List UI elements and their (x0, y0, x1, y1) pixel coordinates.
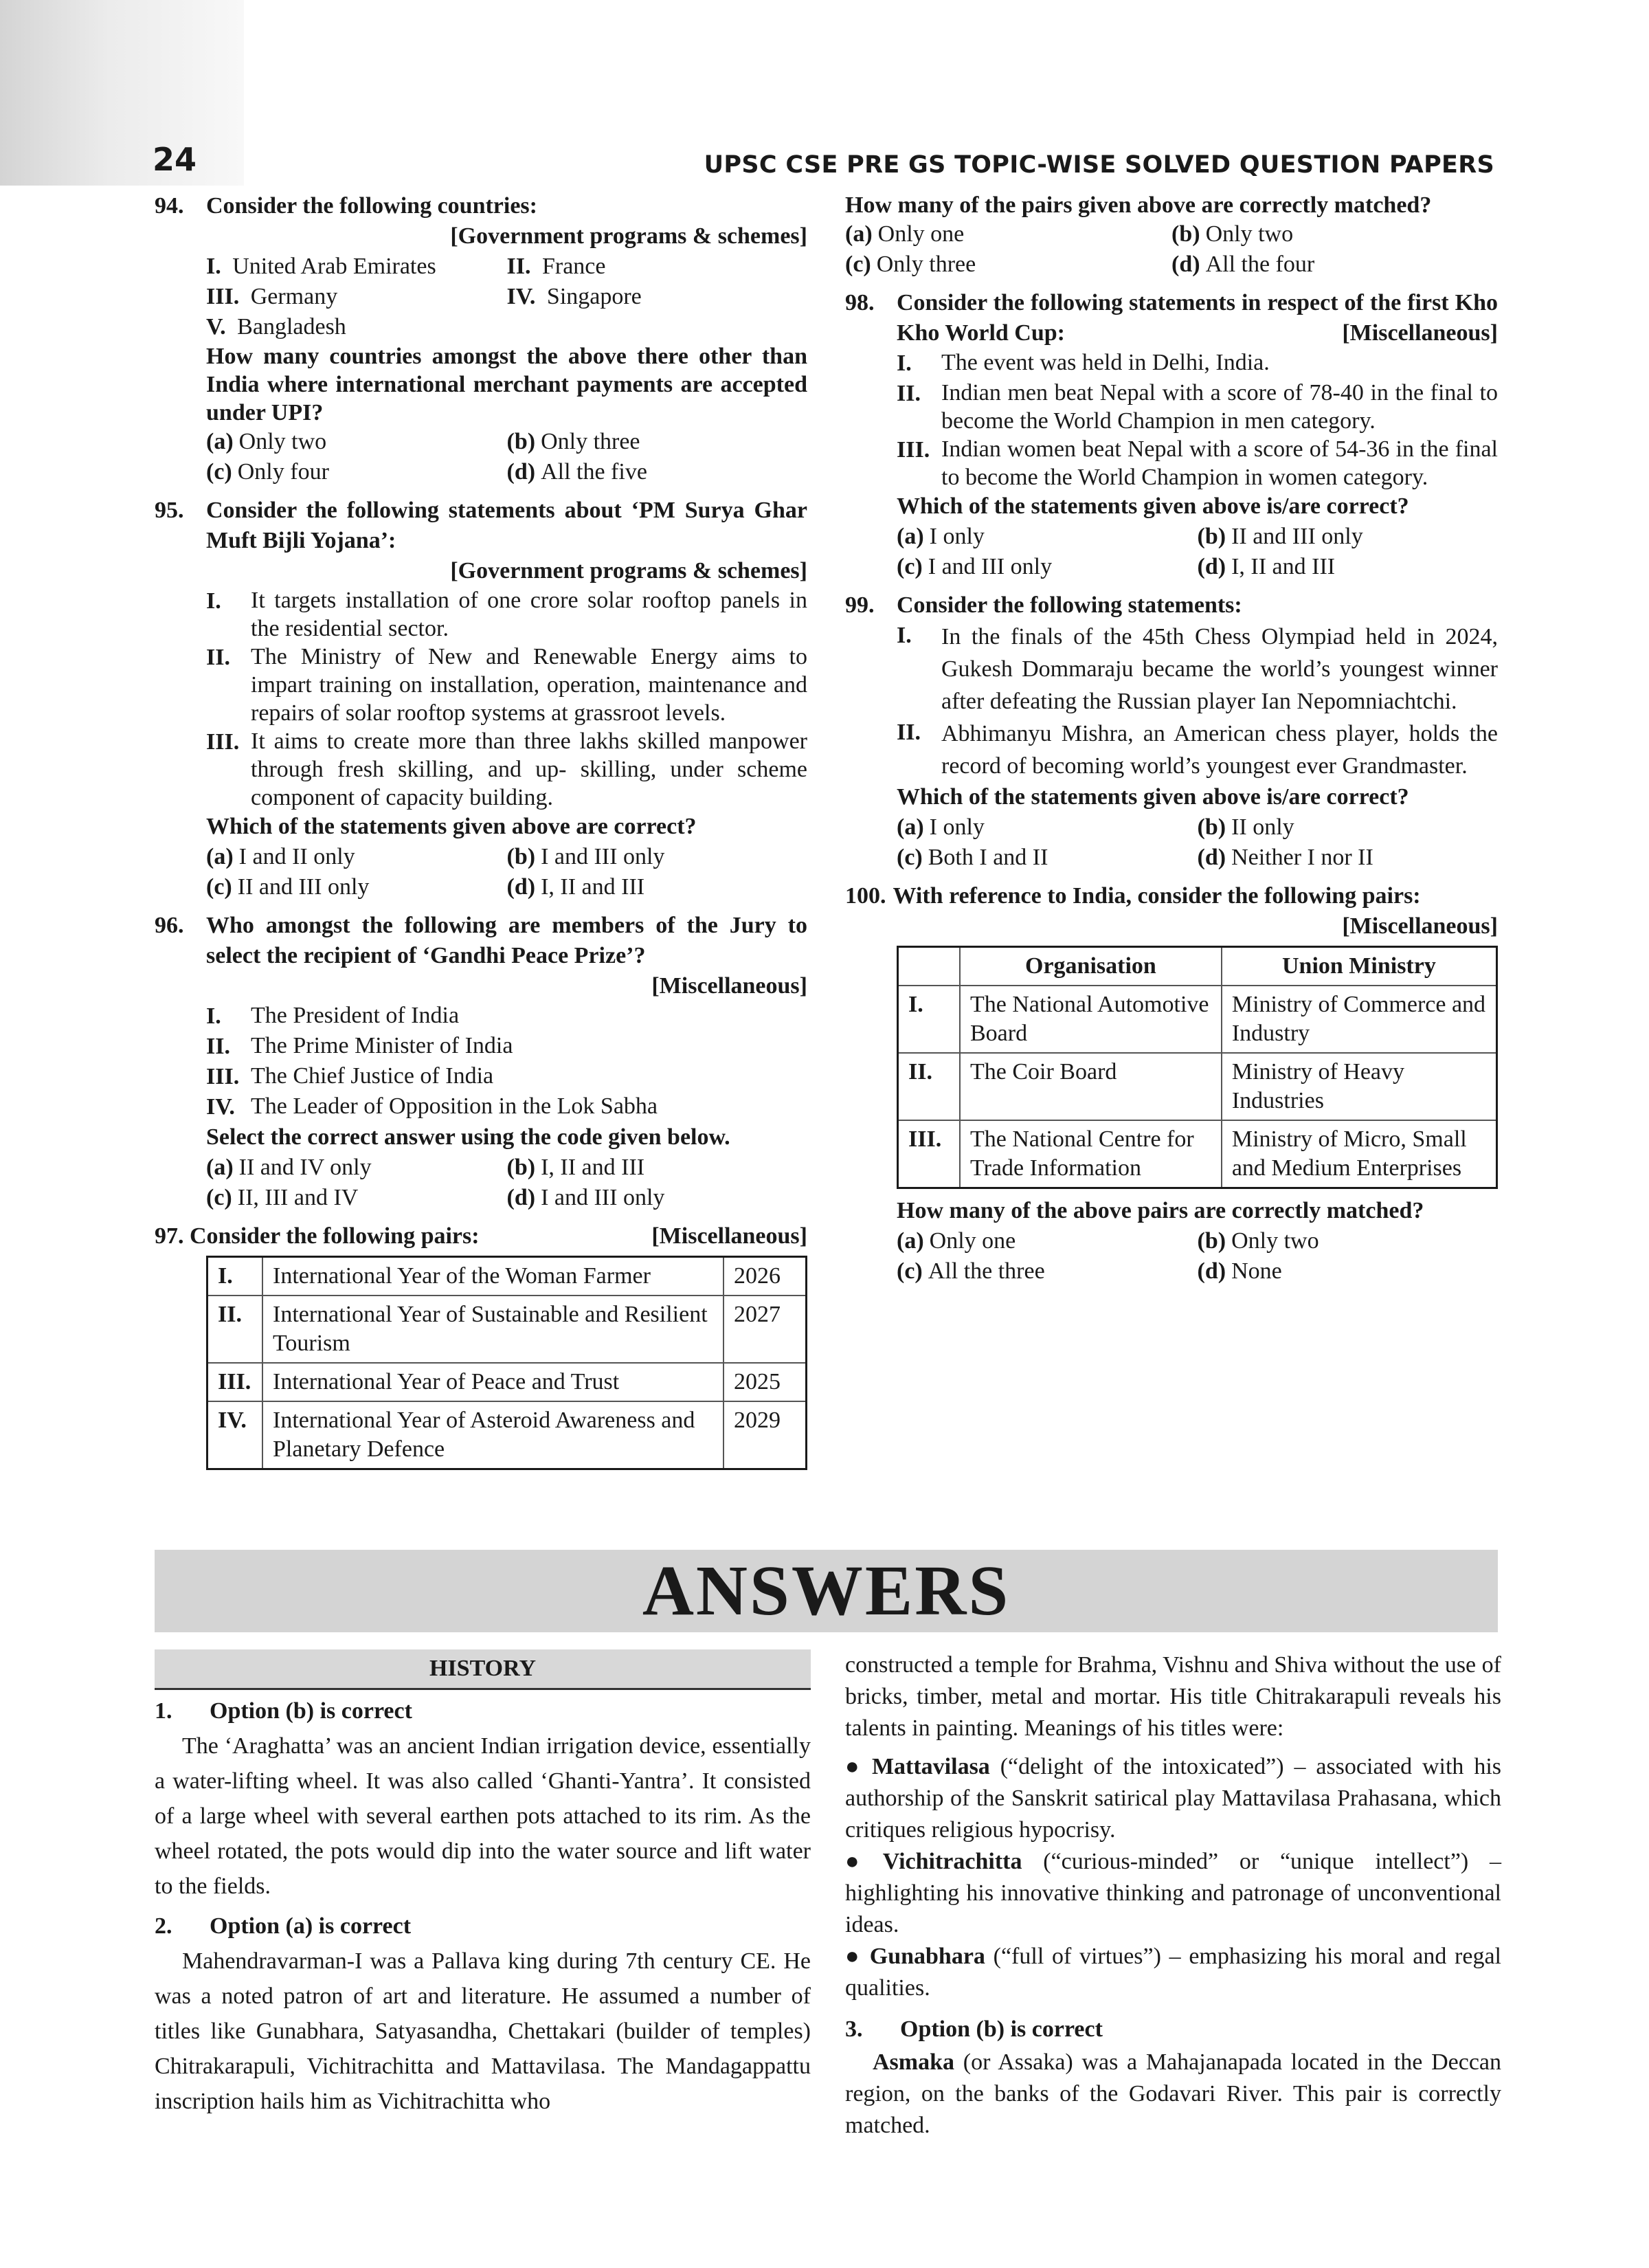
question-stem: Who amongst the following are members of the Jury to select the recipient of ‘Gandhi Peace Prize’? (206, 913, 807, 968)
answer-explanation: Mahendravarman-I was a Pallava king during 7th century CE. He was a noted patron of art and literature. He assumed a number of titles like Gunabhara, Satyasandha, Chettakari (builder of temples) Chitrakarapuli, Vichitrachitta and Mattavilasa. The Mandagappattu inscription hails him as Vichitrachitta who (155, 1948, 811, 2114)
answer-option: (b) Only three (506, 429, 640, 454)
answer-option: (c) I and III only (897, 554, 1053, 579)
answer-option: (b) I and III only (506, 844, 665, 869)
answer-option: (a) II and IV only (206, 1155, 372, 1180)
answer-explanation: The ‘Araghatta’ was an ancient Indian irrigation device, essentially a water-lifting wheel. It was also called ‘Ghanti-Yantra’. It consisted of a large wheel with several earthen pots attached to its rim. As the wheel rotated, the pots would dip into the water source and lift water to the fields. (155, 1733, 811, 1899)
question-97 (155, 1221, 807, 1470)
question-stem: Consider the following statements: (897, 592, 1242, 618)
answer-option: (a) Only one (897, 1228, 1016, 1254)
answer-option: (b) Only two (1197, 1228, 1319, 1254)
list-item: I. United Arab Emirates (206, 254, 436, 279)
question-prompt: Which of the statements given above is/are correct? (897, 784, 1409, 810)
statement: III. It aims to create more than three lakhs skilled manpower through fresh skilling, and up- skilling, under scheme component of capacity building. (206, 729, 807, 810)
question-prompt: Select the correct answer using the code given below. (206, 1124, 730, 1150)
table-row: IV. International Year of Asteroid Awareness and Planetary Defence 2029 (207, 1401, 807, 1469)
question-prompt: How many of the pairs given above are correctly matched? (845, 192, 1432, 218)
list-item: III. Germany (206, 284, 338, 309)
question-number: 94. (155, 193, 184, 219)
table-row: I. International Year of the Woman Farmer 2026 (207, 1257, 807, 1296)
table-row: I. The National Automotive Board Ministry of Commerce and Industry (898, 986, 1497, 1053)
answer-option: (d) Neither I nor II (1197, 845, 1373, 870)
topic-tag: [Miscellaneous] (651, 1223, 807, 1249)
question-prompt: How many of the above pairs are correctly matched? (897, 1198, 1424, 1223)
bullet-icon: ● (845, 1944, 862, 1969)
answer-option: (b) Only two (1171, 221, 1294, 247)
question-number: 97. (155, 1223, 184, 1249)
statement: III. Indian women beat Nepal with a score of 54-36 in the final to become the World Champion in women category. (897, 436, 1498, 490)
section-heading: HISTORY (155, 1649, 811, 1690)
answer-option: (d) None (1197, 1258, 1282, 1284)
pairs-table (897, 946, 1498, 1189)
answer-option: (c) Both I and II (897, 845, 1048, 870)
table-row: II. The Coir Board Ministry of Heavy Industries (898, 1053, 1497, 1120)
question-94 (155, 191, 807, 487)
question-prompt: Which of the statements given above is/are correct? (897, 493, 1409, 519)
topic-tag: [Miscellaneous] (651, 973, 807, 999)
answer-option: (a) I only (897, 814, 985, 840)
answer-heading: 3. Option (b) is correct (845, 2016, 1103, 2042)
page-number: 24 (153, 141, 197, 178)
statement: III. The Chief Justice of India (206, 1063, 494, 1089)
statement: II. Indian men beat Nepal with a score of 78-40 in the final to become the World Champion in men category. (897, 380, 1498, 434)
column-header: Union Ministry (1222, 947, 1497, 986)
question-stem: Consider the following pairs: (190, 1223, 480, 1249)
question-100 (845, 881, 1498, 1287)
bullet-icon: ● (845, 1754, 864, 1779)
answers-right-column (845, 1649, 1501, 2148)
answer-option: (b) II and III only (1197, 524, 1363, 549)
statement: IV. The Leader of Opposition in the Lok Sabha (206, 1093, 658, 1120)
questions-left-column (155, 191, 807, 1478)
answer-option: (c) Only three (845, 252, 976, 277)
list-item: V. Bangladesh (206, 314, 346, 340)
column-header: Organisation (960, 947, 1222, 986)
answer-option: (c) II, III and IV (206, 1185, 359, 1210)
answer-option: (b) II only (1197, 814, 1294, 840)
answer-explanation: constructed a temple for Brahma, Vishnu and Shiva without the use of bricks, timber, metal and mortar. His title Chitrakarapuli reveals his talents in painting. Meanings of his titles were: (845, 1652, 1501, 1741)
running-header: UPSC CSE PRE GS TOPIC-WISE SOLVED QUESTION PAPERS (704, 151, 1494, 179)
answer-option: (c) Only four (206, 459, 329, 485)
statement: I. In the finals of the 45th Chess Olympiad held in 2024, Gukesh Dommaraju became the world’s youngest winner after defeating the Russian player Ian Nepomniachtchi. (897, 623, 1498, 714)
bullet-item: ● Mattavilasa (“delight of the intoxicated”) – associated with his authorship of the Sanskrit satirical play Mattavilasa Prahasana, which critiques religious hypocrisy. (845, 1754, 1501, 1843)
table-header-row (898, 947, 1497, 986)
questions-right-column (845, 191, 1498, 1295)
table-row: II. International Year of Sustainable and Resilient Tourism 2027 (207, 1296, 807, 1363)
bullet-item: ● Gunabhara (“full of virtues”) – emphasizing his moral and regal qualities. (845, 1944, 1501, 2001)
question-95 (155, 496, 807, 902)
answer-option: (a) Only two (206, 429, 327, 454)
answers-title: ANSWERS (642, 1551, 1011, 1630)
table-row: III. The National Centre for Trade Information Ministry of Micro, Small and Medium Enterprises (898, 1120, 1497, 1188)
question-stem: Consider the following statements in respect of the first Kho Kho World Cup: (897, 290, 1498, 346)
answer-option: (a) Only one (845, 221, 965, 247)
question-number: 96. (155, 913, 184, 938)
question-number: 100. (845, 883, 886, 909)
topic-tag: [Government programs & schemes] (450, 223, 807, 249)
question-number: 98. (845, 290, 875, 315)
corner-shade (0, 0, 244, 186)
list-item: II. France (506, 254, 606, 279)
question-number: 95. (155, 498, 184, 523)
question-stem: Consider the following statements about ‘PM Surya Ghar Muft Bijli Yojana’: (206, 498, 807, 553)
answer-option: (d) I and III only (506, 1185, 665, 1210)
list-item: IV. Singapore (506, 284, 642, 309)
answer-option: (a) I only (897, 524, 985, 549)
statement: I. The event was held in Delhi, India. (897, 350, 1270, 376)
question-98 (845, 288, 1498, 582)
answer-option: (d) All the five (506, 459, 647, 485)
question-number: 99. (845, 592, 875, 618)
answer-explanation: Asmaka (or Assaka) was a Mahajanapada located in the Deccan region, on the banks of the Godavari River. This pair is correctly matched. (845, 2049, 1501, 2138)
statement: II. The Ministry of New and Renewable Energy aims to impart training on installation, operation, maintenance and repairs of solar rooftop systems at grassroot levels. (206, 644, 807, 726)
statement: I. It targets installation of one crore solar rooftop panels in the residential sector. (206, 588, 807, 641)
topic-tag: [Miscellaneous] (1342, 320, 1498, 346)
pairs-table (206, 1256, 807, 1470)
answer-option: (d) I, II and III (506, 874, 645, 900)
answer-option: (c) All the three (897, 1258, 1045, 1284)
bullet-icon: ● (845, 1849, 875, 1874)
topic-tag: [Miscellaneous] (1342, 913, 1498, 939)
question-prompt: How many countries amongst the above there other than India where international merchant payments are accepted under UPI? (206, 344, 807, 425)
answers-banner (155, 1550, 1498, 1632)
answer-option: (d) All the four (1171, 252, 1315, 277)
answers-left-column (155, 1649, 811, 2126)
question-97-continued (845, 191, 1498, 280)
statement: I. The President of India (206, 1003, 460, 1029)
table-row: III. International Year of Peace and Trust 2025 (207, 1363, 807, 1401)
answer-option: (d) I, II and III (1197, 554, 1336, 579)
question-96 (155, 911, 807, 1213)
answer-option: (a) I and II only (206, 844, 355, 869)
question-99 (845, 590, 1498, 873)
answer-heading: 2. Option (a) is correct (155, 1913, 412, 1939)
statement: II. The Prime Minister of India (206, 1033, 513, 1059)
statement: II. Abhimanyu Mishra, an American chess player, holds the record of becoming world’s youngest ever Grandmaster. (897, 720, 1498, 779)
answer-heading: 1. Option (b) is correct (155, 1698, 412, 1724)
question-stem: Consider the following countries: (206, 193, 537, 219)
bullet-item: ● Vichitrachitta (“curious-minded” or “unique intellect”) – highlighting his innovative thinking and patronage of unconventional ideas. (845, 1849, 1501, 1937)
answer-option: (b) I, II and III (506, 1155, 645, 1180)
question-prompt: Which of the statements given above are correct? (206, 814, 697, 839)
topic-tag: [Government programs & schemes] (450, 558, 807, 583)
question-stem: With reference to India, consider the following pairs: (893, 883, 1421, 909)
answer-option: (c) II and III only (206, 874, 370, 900)
